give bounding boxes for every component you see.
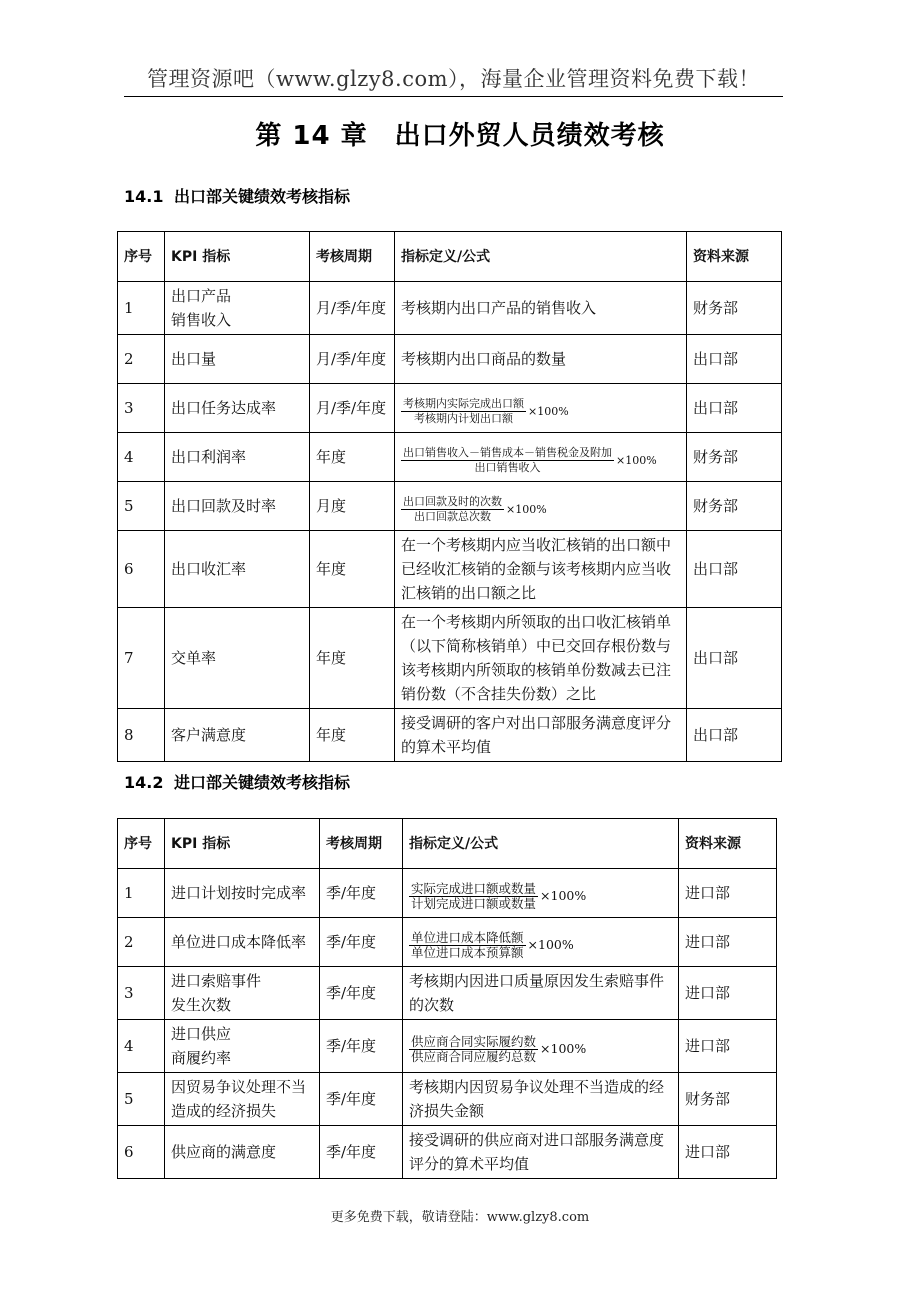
formula-fraction <box>409 882 586 911</box>
row-number: 4 <box>118 433 165 482</box>
formula-multiplier: ×100% <box>506 502 547 516</box>
row-number: 4 <box>118 1020 165 1073</box>
formula-numerator: 出口销售收入－销售成本－销售税金及附加 <box>403 446 612 459</box>
definition: 在一个考核期内所领取的出口收汇核销单（以下简称核销单）中已交回存根份数与该考核期内所领取的核销单份数减去已注销份数（不含挂失份数）之比 <box>395 608 687 709</box>
definition: 接受调研的客户对出口部服务满意度评分的算术平均值 <box>395 709 687 762</box>
formula-fraction <box>409 1035 586 1064</box>
formula-multiplier: ×100% <box>540 888 587 903</box>
table-row <box>118 608 782 709</box>
assessment-period: 月/季/年度 <box>310 384 395 433</box>
definition: 考核期内因贸易争议处理不当造成的经济损失金额 <box>403 1073 679 1126</box>
export-col-definition-header: 指标定义/公式 <box>395 232 687 282</box>
definition: 接受调研的供应商对进口部服务满意度评分的算术平均值 <box>403 1126 679 1179</box>
table-row <box>118 967 777 1020</box>
kpi-name: 出口利润率 <box>165 433 310 482</box>
formula-multiplier: ×100% <box>527 937 574 952</box>
row-number: 5 <box>118 482 165 531</box>
page-footer: 更多免费下载，敬请登陆：www.glzy8.com <box>330 1210 590 1225</box>
kpi-name: 供应商的满意度 <box>165 1126 320 1179</box>
import-kpi-table <box>117 818 777 1179</box>
formula-denominator: 单位进口成本预算额 <box>411 944 524 960</box>
formula-multiplier: ×100% <box>540 1041 587 1056</box>
kpi-name: 出口收汇率 <box>165 531 310 608</box>
data-source: 出口部 <box>687 608 782 709</box>
row-number: 8 <box>118 709 165 762</box>
table-row <box>118 531 782 608</box>
data-source: 出口部 <box>687 384 782 433</box>
formula-multiplier: ×100% <box>616 453 657 467</box>
export-col-no-header: 序号 <box>118 232 165 282</box>
formula-cell <box>403 918 679 967</box>
kpi-name: 单位进口成本降低率 <box>165 918 320 967</box>
kpi-name: 出口回款及时率 <box>165 482 310 531</box>
assessment-period: 月/季/年度 <box>310 335 395 384</box>
assessment-period: 年度 <box>310 433 395 482</box>
table-row <box>118 1020 777 1073</box>
export-kpi-table <box>117 231 782 762</box>
import-col-no-header: 序号 <box>118 819 165 869</box>
assessment-period: 年度 <box>310 531 395 608</box>
row-number: 2 <box>118 335 165 384</box>
import-col-period-header: 考核周期 <box>320 819 403 869</box>
page-header: 管理资源吧（www.glzy8.com），海量企业管理资料免费下载！ <box>124 64 783 97</box>
data-source: 进口部 <box>679 1020 777 1073</box>
formula-denominator: 出口回款总次数 <box>414 510 491 523</box>
kpi-name: 客户满意度 <box>165 709 310 762</box>
data-source: 出口部 <box>687 531 782 608</box>
assessment-period: 季/年度 <box>320 967 403 1020</box>
assessment-period: 季/年度 <box>320 1020 403 1073</box>
import-col-source-header: 资料来源 <box>679 819 777 869</box>
formula-cell <box>403 1020 679 1073</box>
data-source: 进口部 <box>679 918 777 967</box>
data-source: 进口部 <box>679 869 777 918</box>
kpi-name: 出口量 <box>165 335 310 384</box>
assessment-period: 季/年度 <box>320 1073 403 1126</box>
section-1-heading <box>124 186 350 208</box>
formula-numerator: 供应商合同实际履约数 <box>411 1033 537 1049</box>
formula-cell <box>403 869 679 918</box>
data-source: 财务部 <box>687 482 782 531</box>
assessment-period: 年度 <box>310 709 395 762</box>
row-number: 3 <box>118 967 165 1020</box>
definition: 在一个考核期内应当收汇核销的出口额中已经收汇核销的金额与该考核期内应当收汇核销的出口额之比 <box>395 531 687 608</box>
table-row <box>118 709 782 762</box>
formula-numerator: 考核期内实际完成出口额 <box>403 397 524 410</box>
data-source: 出口部 <box>687 709 782 762</box>
data-source: 进口部 <box>679 1126 777 1179</box>
formula-fraction <box>401 397 569 426</box>
formula-numerator: 单位进口成本降低额 <box>411 929 524 945</box>
assessment-period: 季/年度 <box>320 1126 403 1179</box>
data-source: 出口部 <box>687 335 782 384</box>
data-source: 财务部 <box>687 282 782 335</box>
table-row <box>118 1126 777 1179</box>
export-col-source-header: 资料来源 <box>687 232 782 282</box>
row-number: 7 <box>118 608 165 709</box>
formula-denominator: 考核期内计划出口额 <box>414 412 513 425</box>
assessment-period: 月度 <box>310 482 395 531</box>
formula-numerator: 实际完成进口额或数量 <box>411 880 537 896</box>
section-2-title: 进口部关键绩效考核指标 <box>174 773 351 792</box>
kpi-name: 交单率 <box>165 608 310 709</box>
row-number: 5 <box>118 1073 165 1126</box>
kpi-name: 因贸易争议处理不当造成的经济损失 <box>165 1073 320 1126</box>
row-number: 3 <box>118 384 165 433</box>
formula-cell <box>395 384 687 433</box>
assessment-period: 年度 <box>310 608 395 709</box>
kpi-name: 出口任务达成率 <box>165 384 310 433</box>
kpi-name: 进口计划按时完成率 <box>165 869 320 918</box>
table-row <box>118 433 782 482</box>
kpi-name: 进口供应 商履约率 <box>165 1020 320 1073</box>
formula-cell <box>395 433 687 482</box>
definition: 考核期内出口产品的销售收入 <box>395 282 687 335</box>
data-source: 财务部 <box>679 1073 777 1126</box>
table-row <box>118 482 782 531</box>
formula-denominator: 计划完成进口额或数量 <box>411 895 537 911</box>
table-row <box>118 282 782 335</box>
section-1-title: 出口部关键绩效考核指标 <box>174 187 351 206</box>
chapter-title: 第 14 章 出口外贸人员绩效考核 <box>255 121 665 151</box>
section-2-number: 14.2 <box>124 773 164 792</box>
formula-numerator: 出口回款及时的次数 <box>403 495 502 508</box>
formula-fraction <box>409 931 574 960</box>
table-row <box>118 869 777 918</box>
table-row <box>118 384 782 433</box>
table-row <box>118 335 782 384</box>
table-row <box>118 1073 777 1126</box>
formula-fraction <box>401 446 657 475</box>
import-col-kpi-header: KPI 指标 <box>165 819 320 869</box>
data-source: 进口部 <box>679 967 777 1020</box>
definition: 考核期内出口商品的数量 <box>395 335 687 384</box>
formula-denominator: 供应商合同应履约总数 <box>411 1048 537 1064</box>
row-number: 6 <box>118 531 165 608</box>
formula-cell <box>395 482 687 531</box>
export-col-period-header: 考核周期 <box>310 232 395 282</box>
kpi-name: 出口产品 销售收入 <box>165 282 310 335</box>
formula-denominator: 出口销售收入 <box>474 461 541 474</box>
assessment-period: 季/年度 <box>320 918 403 967</box>
assessment-period: 月/季/年度 <box>310 282 395 335</box>
row-number: 1 <box>118 869 165 918</box>
export-col-kpi-header: KPI 指标 <box>165 232 310 282</box>
table-row <box>118 918 777 967</box>
definition: 考核期内因进口质量原因发生索赔事件的次数 <box>403 967 679 1020</box>
section-2-heading <box>124 772 350 794</box>
assessment-period: 季/年度 <box>320 869 403 918</box>
formula-multiplier: ×100% <box>528 404 569 418</box>
row-number: 6 <box>118 1126 165 1179</box>
row-number: 1 <box>118 282 165 335</box>
data-source: 财务部 <box>687 433 782 482</box>
section-1-number: 14.1 <box>124 187 164 206</box>
formula-fraction <box>401 495 547 524</box>
row-number: 2 <box>118 918 165 967</box>
import-col-definition-header: 指标定义/公式 <box>403 819 679 869</box>
kpi-name: 进口索赔事件 发生次数 <box>165 967 320 1020</box>
